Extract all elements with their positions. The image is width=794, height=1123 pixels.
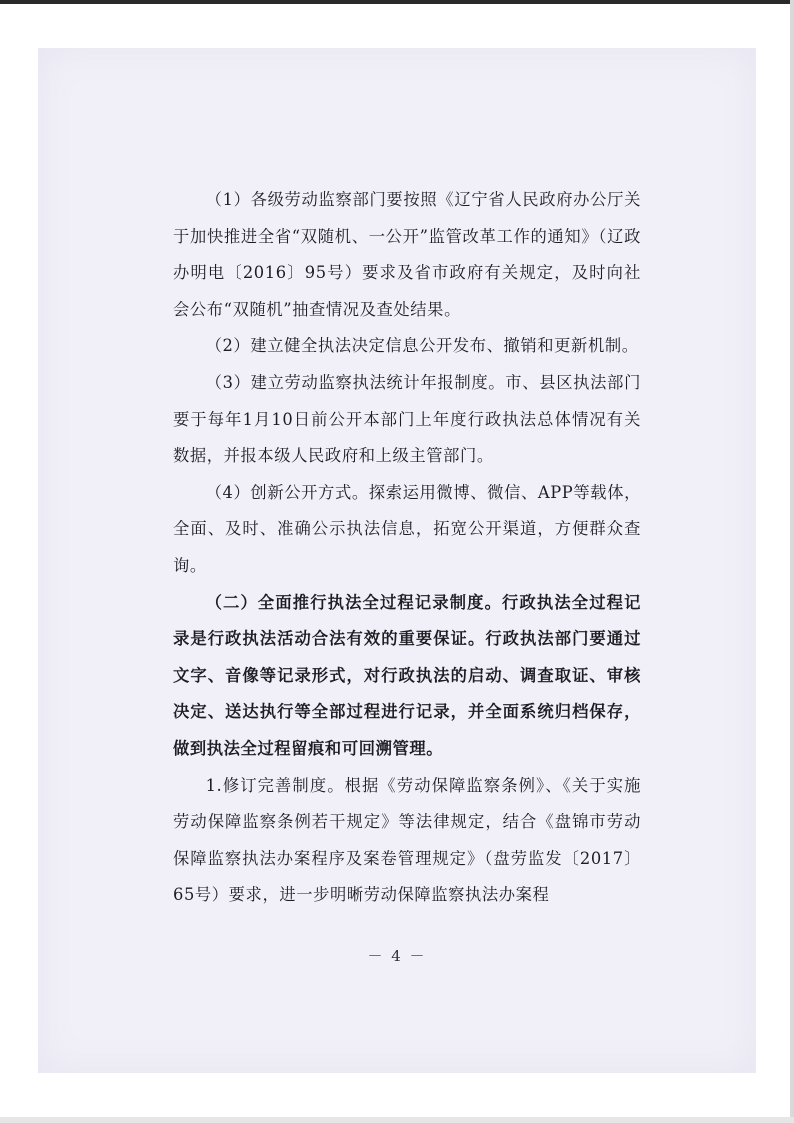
page-number: － 4 － — [367, 947, 427, 965]
paragraph-6-revise-system: 1.修订完善制度。根据《劳动保障监察条例》、《关于实施劳动保障监察条例若干规定》等法律规定，结合《盘锦市劳动保障监察执法办案程序及案卷管理规定》（盘劳监发〔2017〕65号）要求，进一步明晰劳动保障监察执法办案程 — [173, 775, 641, 905]
scan-bottom-edge — [0, 1117, 794, 1123]
document-body — [173, 182, 641, 914]
paragraph-5-recording-system: （二）全面推行执法全过程记录制度。行政执法全过程记录是行政执法活动合法有效的重要保证。行政执法部门要通过文字、音像等记录形式，对行政执法的启动、调查取证、审核决定、送达执行等全部过程进行记录，并全面系统归档保存，做到执法全过程留痕和可回溯管理。 — [173, 592, 641, 758]
paragraph-4-disclosure-methods: （4）创新公开方式。探索运用微博、微信、APP等载体，全面、及时、准确公示执法信息，拓宽公开渠道，方便群众查询。 — [173, 482, 641, 575]
paragraph-2-decision-mechanism: （2）建立健全执法决定信息公开发布、撤销和更新机制。 — [205, 336, 639, 356]
paragraph-1-disclosure-results: （1）各级劳动监察部门要按照《辽宁省人民政府办公厅关于加快推进全省“双随机、一公开”监管改革工作的通知》（辽政办明电〔2016〕95号）要求及省市政府有关规定，及时向社会公布“双随机”抽查情况及查处结果。 — [173, 190, 641, 319]
paragraph-3-annual-report: （3）建立劳动监察执法统计年报制度。市、县区执法部门要于每年1月10日前公开本部门上年度行政执法总体情况有关数据，并报本级人民政府和上级主管部门。 — [173, 372, 641, 466]
